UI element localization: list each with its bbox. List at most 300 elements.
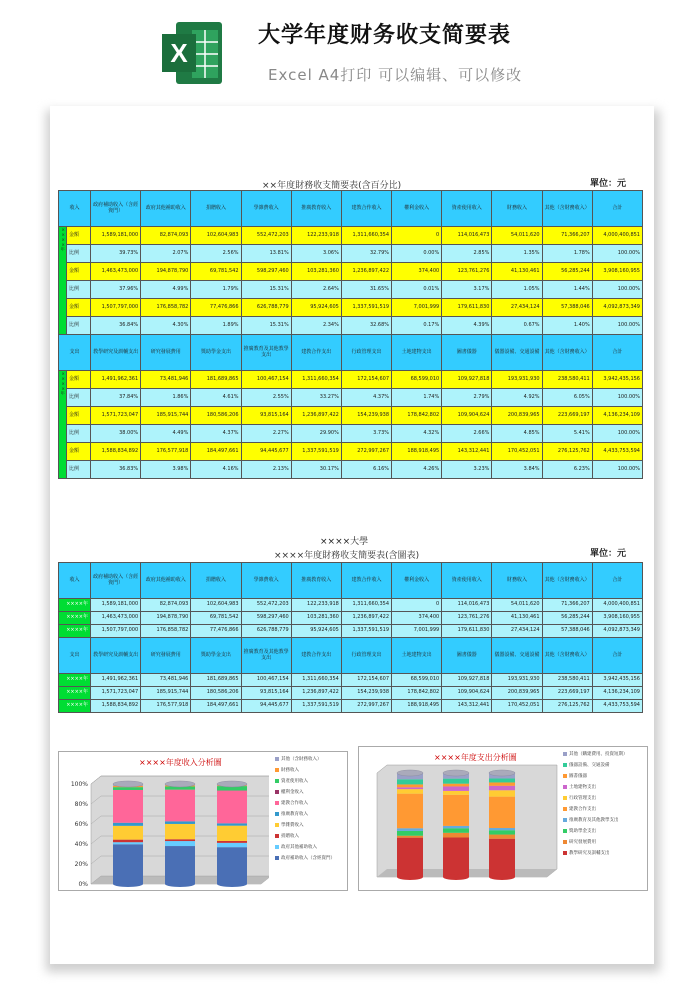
amount-cell: 626,788,779 (241, 299, 291, 317)
column-header: 建教合作支出 (291, 335, 341, 371)
amount-cell: 185,915,744 (141, 407, 191, 425)
bar-segment (489, 797, 515, 828)
legend-label: 圖書儀器 (569, 774, 587, 779)
column-header: 合計 (592, 638, 642, 674)
bar-top (489, 770, 515, 776)
bar-segment (113, 840, 143, 843)
bar-segment (443, 786, 469, 790)
column-header: 儀器設備、交通設備 (492, 638, 542, 674)
value-cell: 41,130,461 (492, 612, 542, 625)
value-cell: 1,337,591,519 (291, 700, 341, 713)
value-cell: 122,233,918 (291, 599, 341, 612)
ratio-label: 比例 (67, 425, 91, 443)
amount-cell: 3,942,435,156 (592, 371, 642, 389)
bar-top (443, 770, 469, 776)
page-title: 大学年度财务收支简要表 (258, 23, 512, 48)
year-side-label: ××××年 (59, 227, 67, 335)
amount-cell: 4,000,400,851 (592, 227, 642, 245)
amount-cell: 56,285,244 (542, 263, 592, 281)
legend-label: 捐贈收入 (281, 834, 299, 839)
column-header: 土地建物支出 (392, 335, 442, 371)
amount-cell: 109,927,818 (442, 371, 492, 389)
bar-segment (443, 795, 469, 826)
ratio-cell: 3.73% (341, 425, 391, 443)
ratio-cell: 0.01% (392, 281, 442, 299)
legend-item (563, 749, 628, 760)
bar-base (113, 881, 143, 887)
legend-swatch (563, 829, 567, 833)
expense-chart-plot (359, 747, 559, 892)
value-cell: 69,781,542 (191, 612, 241, 625)
value-cell: 185,915,744 (141, 687, 191, 700)
ratio-cell: 4.37% (341, 389, 391, 407)
bar-segment (217, 847, 247, 884)
amount-cell: 1,337,591,519 (341, 299, 391, 317)
column-header: 推廣教育及其他教學支出 (241, 335, 291, 371)
value-cell: 123,761,276 (442, 612, 492, 625)
value-cell: 57,388,046 (542, 625, 592, 638)
amount-cell: 1,571,723,047 (91, 407, 141, 425)
legend-item (563, 837, 628, 848)
bar-segment (489, 782, 515, 785)
value-cell: 626,788,779 (241, 625, 291, 638)
ratio-cell: 4.99% (141, 281, 191, 299)
column-header: 建教合作支出 (291, 638, 341, 674)
amount-cell: 54,011,620 (492, 227, 542, 245)
ratio-cell: 36.83% (91, 461, 141, 479)
value-cell: 102,604,983 (191, 599, 241, 612)
value-cell: 1,491,962,361 (91, 674, 141, 687)
legend-label: 推廣教育及其他教學支出 (569, 818, 619, 823)
value-cell: 1,311,660,354 (291, 674, 341, 687)
amount-cell: 200,839,965 (492, 407, 542, 425)
legend-swatch (275, 812, 279, 816)
bar-base (489, 874, 515, 880)
amount-cell: 194,878,790 (141, 263, 191, 281)
amount-cell: 1,588,834,892 (91, 443, 141, 461)
legend-label: 建教合作收入 (281, 801, 308, 806)
column-header: 合計 (592, 335, 642, 371)
legend-label: 其他（購建費用、投資短期） (569, 752, 628, 757)
legend-item (563, 793, 628, 804)
legend-item (275, 798, 335, 809)
bar-segment (165, 846, 195, 884)
bar-segment (443, 826, 469, 828)
value-cell: 1,507,797,000 (91, 625, 141, 638)
value-cell: 109,904,624 (442, 687, 492, 700)
bar-segment (443, 779, 469, 784)
amount-cell: 123,761,276 (442, 263, 492, 281)
amount-cell: 82,874,093 (141, 227, 191, 245)
legend-swatch (275, 790, 279, 794)
amount-cell: 71,366,207 (542, 227, 592, 245)
value-cell: 1,337,591,519 (341, 625, 391, 638)
amount-cell: 178,842,802 (392, 407, 442, 425)
ratio-cell: 100.00% (592, 317, 642, 335)
value-cell: 1,463,473,000 (91, 612, 141, 625)
ratio-cell: 100.00% (592, 389, 642, 407)
bar-segment (165, 841, 195, 846)
value-cell: 181,689,865 (191, 674, 241, 687)
bar-base (165, 881, 195, 887)
bar-segment (165, 821, 195, 824)
value-cell: 7,001,999 (392, 625, 442, 638)
bar-segment (217, 791, 247, 824)
column-header: 政府補助收入（含經資門） (91, 563, 141, 599)
year-side-label: ××××年 (59, 371, 67, 479)
legend-label: 權利金收入 (281, 790, 304, 795)
ratio-cell: 4.37% (191, 425, 241, 443)
year-label: ××××年 (59, 687, 91, 700)
ratio-cell: 31.65% (341, 281, 391, 299)
bar-segment (489, 828, 515, 830)
ratio-cell: 1.44% (542, 281, 592, 299)
ratio-cell: 2.56% (191, 245, 241, 263)
year-label: ××××年 (59, 612, 91, 625)
amount-label: 金額 (67, 443, 91, 461)
value-cell: 4,136,234,109 (592, 687, 642, 700)
legend-label: 推廣教育收入 (281, 812, 308, 817)
legend-swatch (563, 807, 567, 811)
income-chart-plot (59, 752, 269, 892)
amount-cell: 4,433,753,594 (592, 443, 642, 461)
amount-cell: 4,092,873,349 (592, 299, 642, 317)
y-tick-label: 40% (74, 841, 88, 848)
amount-cell: 1,337,591,519 (291, 443, 341, 461)
amount-cell: 170,452,051 (492, 443, 542, 461)
bar-segment (165, 839, 195, 841)
bar-segment (217, 823, 247, 825)
legend-swatch (563, 840, 567, 844)
value-cell: 143,312,441 (442, 700, 492, 713)
ratio-cell: 2.13% (241, 461, 291, 479)
ratio-cell: 2.55% (241, 389, 291, 407)
excel-icon (162, 20, 224, 86)
column-header: 教學研究及訓輔支出 (91, 638, 141, 674)
column-header: 儀器設備、交通設備 (492, 335, 542, 371)
column-header: 財務收入 (492, 191, 542, 227)
value-cell: 176,577,918 (141, 700, 191, 713)
value-cell: 374,400 (392, 612, 442, 625)
bar-base (397, 874, 423, 880)
amount-cell: 180,586,206 (191, 407, 241, 425)
ratio-cell: 2.07% (141, 245, 191, 263)
value-cell: 3,942,435,156 (592, 674, 642, 687)
amount-cell: 374,400 (392, 263, 442, 281)
ratio-cell: 2.66% (442, 425, 492, 443)
bar-base (443, 874, 469, 880)
ratio-cell: 15.31% (241, 317, 291, 335)
legend-swatch (275, 834, 279, 838)
bar-top (217, 781, 247, 787)
ratio-cell: 2.34% (291, 317, 341, 335)
legend-label: 財務收入 (281, 768, 299, 773)
ratio-cell: 4.85% (492, 425, 542, 443)
amount-cell: 103,281,360 (291, 263, 341, 281)
ratio-cell: 4.16% (191, 461, 241, 479)
ratio-cell: 1.86% (141, 389, 191, 407)
bar-segment (443, 784, 469, 787)
legend-item (275, 776, 335, 787)
page-subtitle: Excel A4打印 可以编辑、可以修改 (268, 66, 523, 84)
value-cell: 200,839,965 (492, 687, 542, 700)
ratio-label: 比例 (67, 461, 91, 479)
unit-label: 單位：元 (590, 179, 627, 189)
value-cell: 276,125,762 (542, 700, 592, 713)
value-cell: 1,589,181,000 (91, 599, 141, 612)
legend-swatch (563, 785, 567, 789)
column-header: 權利金收入 (392, 563, 442, 599)
legend-swatch (275, 779, 279, 783)
value-cell: 73,481,946 (141, 674, 191, 687)
ratio-cell: 100.00% (592, 245, 642, 263)
bar-segment (443, 837, 469, 877)
legend-label: 教學研究及訓輔支出 (569, 851, 610, 856)
legend-swatch (563, 796, 567, 800)
legend-item (275, 853, 335, 864)
legend-label: 政府補助收入（含經資門） (281, 856, 335, 861)
value-cell: 1,311,660,354 (341, 599, 391, 612)
ratio-cell: 2.64% (291, 281, 341, 299)
section-label: 支出 (59, 335, 91, 371)
value-cell: 3,908,160,955 (592, 612, 642, 625)
value-cell: 82,874,093 (141, 599, 191, 612)
ratio-cell: 30.17% (291, 461, 341, 479)
amount-cell: 27,434,124 (492, 299, 542, 317)
amount-cell: 1,236,897,422 (341, 263, 391, 281)
amount-label: 金額 (67, 407, 91, 425)
legend-label: 學雜費收入 (281, 823, 304, 828)
value-cell: 77,476,866 (191, 625, 241, 638)
amount-cell: 69,781,542 (191, 263, 241, 281)
amount-cell: 184,497,661 (191, 443, 241, 461)
legend-label: 獎助學金支出 (569, 829, 596, 834)
column-header: 研究發展費用 (141, 638, 191, 674)
ratio-cell: 0.00% (392, 245, 442, 263)
ratio-cell: 2.27% (241, 425, 291, 443)
bar-top (113, 781, 143, 787)
bar-base (217, 881, 247, 887)
value-cell: 94,445,677 (241, 700, 291, 713)
ratio-cell: 4.26% (392, 461, 442, 479)
amount-cell: 188,918,495 (392, 443, 442, 461)
amount-cell: 4,136,234,109 (592, 407, 642, 425)
year-label: ××××年 (59, 700, 91, 713)
amount-cell: 193,931,930 (492, 371, 542, 389)
ratio-cell: 100.00% (592, 281, 642, 299)
value-cell: 176,858,782 (141, 625, 191, 638)
column-header: 土地建物支出 (392, 638, 442, 674)
ratio-cell: 2.79% (442, 389, 492, 407)
ratio-cell: 100.00% (592, 425, 642, 443)
column-header: 資產使用收入 (442, 191, 492, 227)
y-tick-label: 20% (74, 861, 88, 868)
value-cell: 223,669,197 (542, 687, 592, 700)
ratio-cell: 4.49% (141, 425, 191, 443)
year-label: ××××年 (59, 625, 91, 638)
unit-label-2: 單位：元 (590, 549, 627, 559)
ratio-cell: 32.68% (341, 317, 391, 335)
legend-item (563, 826, 628, 837)
column-header: 資產使用收入 (442, 563, 492, 599)
ratio-label: 比例 (67, 317, 91, 335)
amount-cell: 223,669,197 (542, 407, 592, 425)
bar-top (397, 770, 423, 776)
amount-cell: 276,125,762 (542, 443, 592, 461)
amount-cell: 95,924,605 (291, 299, 341, 317)
ratio-label: 比例 (67, 245, 91, 263)
column-header: 研究發展費用 (141, 335, 191, 371)
y-tick-label: 100% (70, 781, 88, 788)
value-cell: 193,931,930 (492, 674, 542, 687)
value-cell: 103,281,360 (291, 612, 341, 625)
bar-segment (113, 787, 143, 790)
expense-chart-title: ××××年度支出分析圖 (434, 753, 517, 762)
column-header: 行政管理支出 (341, 335, 391, 371)
column-header: 推廣教育收入 (291, 191, 341, 227)
bar-segment (113, 844, 143, 884)
amount-cell: 3,908,160,955 (592, 263, 642, 281)
column-header: 獎助學金支出 (191, 638, 241, 674)
ratio-cell: 39.73% (91, 245, 141, 263)
value-cell: 56,285,244 (542, 612, 592, 625)
ratio-cell: 3.23% (442, 461, 492, 479)
income-chart-title: ××××年度收入分析圖 (139, 758, 222, 767)
income-chart (58, 751, 348, 891)
bar-segment (397, 831, 423, 836)
bar-segment (397, 836, 423, 838)
legend-label: 土地建物支出 (569, 785, 596, 790)
bar-segment (443, 828, 469, 833)
amount-cell: 154,239,938 (341, 407, 391, 425)
legend-item (563, 804, 628, 815)
bar-segment (113, 842, 143, 844)
value-cell: 188,918,495 (392, 700, 442, 713)
y-tick-label: 60% (74, 821, 88, 828)
legend-swatch (275, 823, 279, 827)
value-cell: 4,000,400,851 (592, 599, 642, 612)
amount-cell: 1,589,181,000 (91, 227, 141, 245)
ratio-cell: 4.30% (141, 317, 191, 335)
ratio-cell: 5.41% (542, 425, 592, 443)
amount-cell: 102,604,983 (191, 227, 241, 245)
amount-cell: 238,580,411 (542, 371, 592, 389)
legend-label: 研究發展費用 (569, 840, 596, 845)
bar-segment (489, 786, 515, 790)
amount-cell: 172,154,607 (341, 371, 391, 389)
amount-cell: 114,016,473 (442, 227, 492, 245)
legend-swatch (563, 752, 567, 756)
legend-item (275, 820, 335, 831)
bar-top (165, 781, 195, 787)
value-cell: 172,154,607 (341, 674, 391, 687)
value-cell: 4,433,753,594 (592, 700, 642, 713)
amount-cell: 93,815,164 (241, 407, 291, 425)
value-cell: 1,571,723,047 (91, 687, 141, 700)
value-cell: 170,452,051 (492, 700, 542, 713)
amount-cell: 552,472,203 (241, 227, 291, 245)
legend-item (563, 782, 628, 793)
ratio-cell: 4.39% (442, 317, 492, 335)
legend-item (275, 765, 335, 776)
year-label: ××××年 (59, 599, 91, 612)
column-header: 其他（含財務收入） (542, 638, 592, 674)
column-header: 推廣教育及其他教學支出 (241, 638, 291, 674)
amount-label: 金額 (67, 371, 91, 389)
legend-label: 建教合作支出 (569, 807, 596, 812)
ratio-cell: 0.17% (392, 317, 442, 335)
legend-item (563, 815, 628, 826)
bar-segment (217, 843, 247, 847)
legend-swatch (275, 801, 279, 805)
amount-label: 金額 (67, 299, 91, 317)
legend-item (275, 787, 335, 798)
amount-cell: 1,463,473,000 (91, 263, 141, 281)
ratio-cell: 3.84% (492, 461, 542, 479)
ratio-cell: 32.79% (341, 245, 391, 263)
y-tick-label: 0% (78, 881, 88, 888)
column-header: 教學研究及訓輔支出 (91, 335, 141, 371)
value-cell: 100,467,154 (241, 674, 291, 687)
amount-cell: 109,904,624 (442, 407, 492, 425)
ratio-cell: 1.05% (492, 281, 542, 299)
ratio-cell: 6.23% (542, 461, 592, 479)
expense-chart-legend (563, 749, 628, 859)
value-cell: 194,878,790 (141, 612, 191, 625)
ratio-cell: 3.06% (291, 245, 341, 263)
legend-swatch (275, 845, 279, 849)
value-cell: 71,366,207 (542, 599, 592, 612)
ratio-cell: 1.35% (492, 245, 542, 263)
column-header: 圖書儀器 (442, 638, 492, 674)
bar-segment (397, 838, 423, 877)
amount-cell: 1,507,797,000 (91, 299, 141, 317)
legend-item (275, 842, 335, 853)
bar-segment (397, 828, 423, 831)
column-header: 合計 (592, 191, 642, 227)
ratio-cell: 4.92% (492, 389, 542, 407)
amount-cell: 122,233,918 (291, 227, 341, 245)
legend-swatch (275, 856, 279, 860)
value-cell: 552,472,203 (241, 599, 291, 612)
value-cell: 114,016,473 (442, 599, 492, 612)
bar-segment (397, 784, 423, 787)
amount-cell: 598,297,460 (241, 263, 291, 281)
amount-cell: 7,001,999 (392, 299, 442, 317)
ratio-label: 比例 (67, 281, 91, 299)
summary-table-percent (58, 190, 643, 479)
ratio-cell: 36.84% (91, 317, 141, 335)
column-header: 學雜費收入 (241, 563, 291, 599)
bar-segment (397, 779, 423, 784)
value-cell: 1,236,897,422 (341, 612, 391, 625)
amount-cell: 94,445,677 (241, 443, 291, 461)
column-header: 其他（含財務收入） (542, 335, 592, 371)
ratio-cell: 2.85% (442, 245, 492, 263)
legend-item (275, 831, 335, 842)
amount-cell: 143,312,441 (442, 443, 492, 461)
value-cell: 154,239,938 (341, 687, 391, 700)
value-cell: 0 (392, 599, 442, 612)
amount-cell: 73,481,946 (141, 371, 191, 389)
value-cell: 180,586,206 (191, 687, 241, 700)
ratio-cell: 100.00% (592, 461, 642, 479)
ratio-cell: 1.79% (191, 281, 241, 299)
legend-item (563, 760, 628, 771)
value-cell: 54,011,620 (492, 599, 542, 612)
column-header: 政府補助收入（含經資門） (91, 191, 141, 227)
amount-cell: 1,311,660,354 (291, 371, 341, 389)
